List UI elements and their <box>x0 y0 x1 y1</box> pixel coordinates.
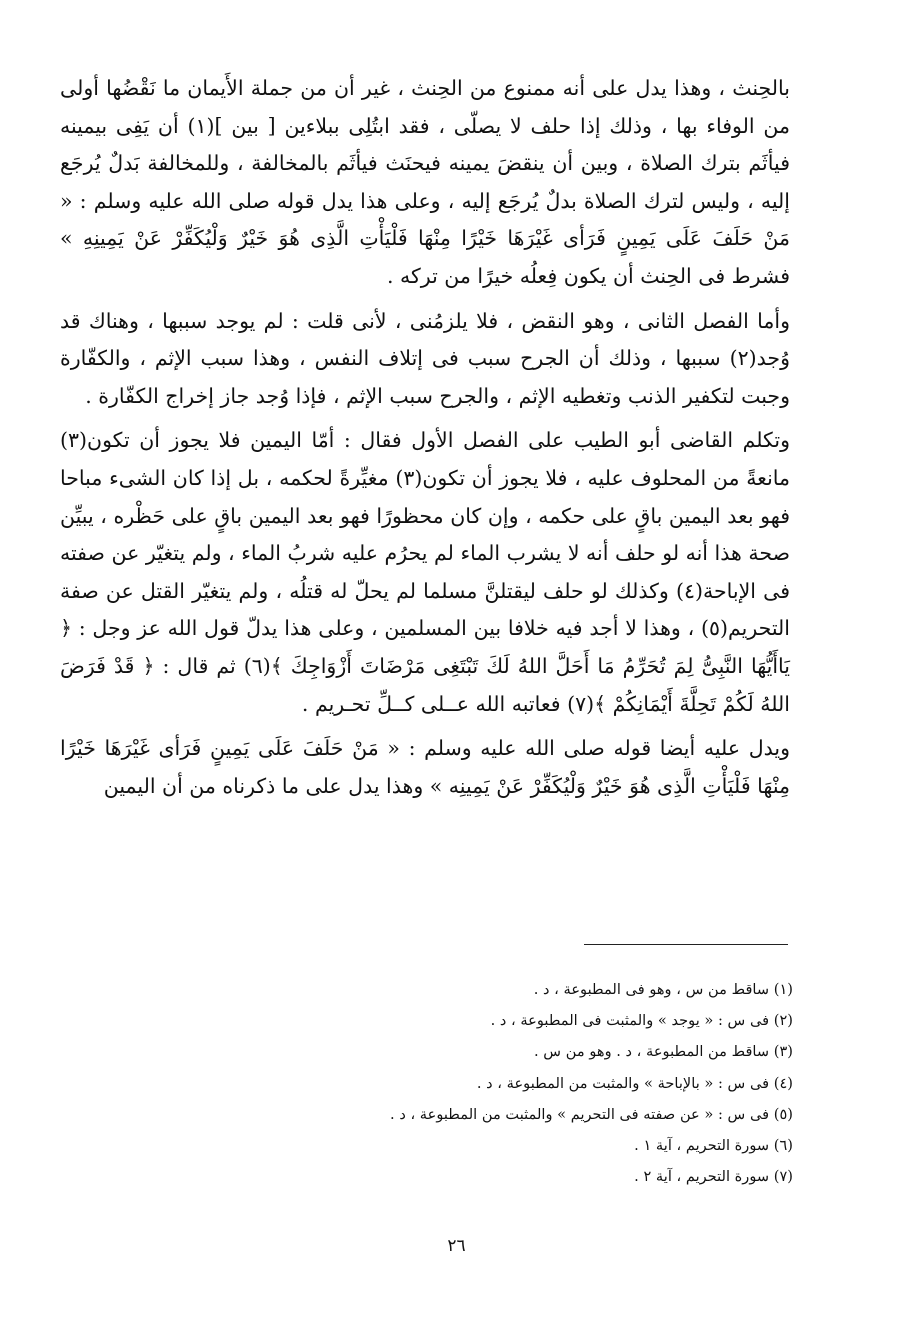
footnote-3: (٣) ساقط من المطبوعة ، د . وهو من س . <box>534 1043 793 1061</box>
footnote-4: (٤) فى س : « بالإباحة » والمثبت من المطبوعة ، د . <box>476 1074 793 1092</box>
footnote-7: (٧) سورة التحريم ، آية ٢ . <box>634 1168 793 1186</box>
footnote-2: (٢) فى س : « يوجد » والمثبت فى المطبوعة ، د . <box>490 1012 793 1030</box>
footnotes <box>100 974 793 1192</box>
paragraph-1: بالحِنث ، وهذا يدل على أنه ممنوع من الحِنث ، غير أن من جملة الأَيمان ما نَقْضُها أولى من الوفاء بها ، وذلك إذا حلف لا يصلّى ، فقد ابتُلِى ببلاءين [ بين ](١) أن يَفِى بيمينه فيأثَم بترك الصلاة ، وبين أن ينقضَ يمينه فيحنَث فيأثَم بالمخالفة ، وللمخالفة بَدلٌ يُرجَع إليه ، وليس لترك الصلاة بدلٌ يُرجَع إليه ، وعلى هذا يدل قوله صلى الله عليه وسلم : « مَنْ حَلَفَ عَلَى يَمِينٍ فَرَأى غَيْرَهَا خَيْرًا مِنْهَا فَلْيَأْتِ الَّذِى هُوَ خَيْرٌ وَلْيُكَفِّرْ عَنْ يَمِينِهِ » فشرط فى الحِنث أن يكون فِعلُه خيرًا من تركه . <box>60 76 790 288</box>
footnote-6: (٦) سورة التحريم ، آية ١ . <box>634 1137 793 1155</box>
footnote-1: (١) ساقط من س ، وهو فى المطبوعة ، د . <box>533 981 793 998</box>
page-number: ٢٦ <box>447 1236 466 1256</box>
paragraph-2: وأما الفصل الثانى ، وهو النقض ، فلا يلزمُنى ، لأنى قلت : لم يوجد سببها ، وهناك قد وُجد(٢) سببها ، وذلك أن الجرح سبب فى إتلاف النفس ، وهذا سبب الإثم ، والكفّارة وجبت لتكفير الذنب وتغطيه الإثم ، والجرح سبب الإثم ، فإذا وُجد جاز إخراج الكفّارة . <box>60 308 790 408</box>
main-text <box>60 70 790 812</box>
footnote-5: (٥) فى س : « عن صفته فى التحريم » والمثبت من المطبوعة ، د . <box>390 1105 793 1123</box>
paragraph-4: ويدل عليه أيضا قوله صلى الله عليه وسلم : « مَنْ حَلَفَ عَلَى يَمِينٍ فَرَأى غَيْرَهَا خَيْرًا مِنْهَا فَلْيَأْتِ الَّذِى هُوَ خَيْرٌ وَلْيُكَفِّرْ عَنْ يَمِينِه » وهذا يدل على ما ذكرناه من أن اليمين <box>60 736 790 798</box>
paragraph-3: وتكلم القاضى أبو الطيب على الفصل الأول فقال : أمّا اليمين فلا يجوز أن تكون(٣) مانعةً من المحلوف عليه ، فلا يجوز أن تكون(٣) مغيِّرةً لحكمه ، بل إذا كان الشىء مباحا فهو بعد اليمين باقٍ على حكمه ، وإن كان محظورًا فهو بعد اليمين باقٍ على حَظْره ، يبيِّن صحة هذا أنه لو حلف أنه لا يشرب الماء لم يحرُم عليه شربُ الماء ، ولم يتغيّر عن صفته فى الإباحة(٤) وكذلك لو حلف ليقتلنَّ مسلما لم يحلّ له قتلُه ، ولم يتغيّر القتل عن صفة التحريم(٥) ، وهذا لا أجد فيه خلافا بين المسلمين ، وعلى هذا يدلّ قول الله عز وجل : ﴿ يَاأَيُّهَا النَّبِىُّ لِمَ تُحَرِّمُ مَا أَحَلَّ اللهُ لَكَ تَبْتَغِى مَرْضَاتَ أَزْوَاجِكَ ﴾(٦) ثم قال : ﴿ قَدْ فَرَضَ اللهُ لَكُمْ تَحِلَّةَ أَيْمَانِكُمْ ﴾(٧) فعاتبه الله عــلى كــلِّ تحـريم . <box>60 428 791 716</box>
footnote-divider <box>584 944 788 945</box>
